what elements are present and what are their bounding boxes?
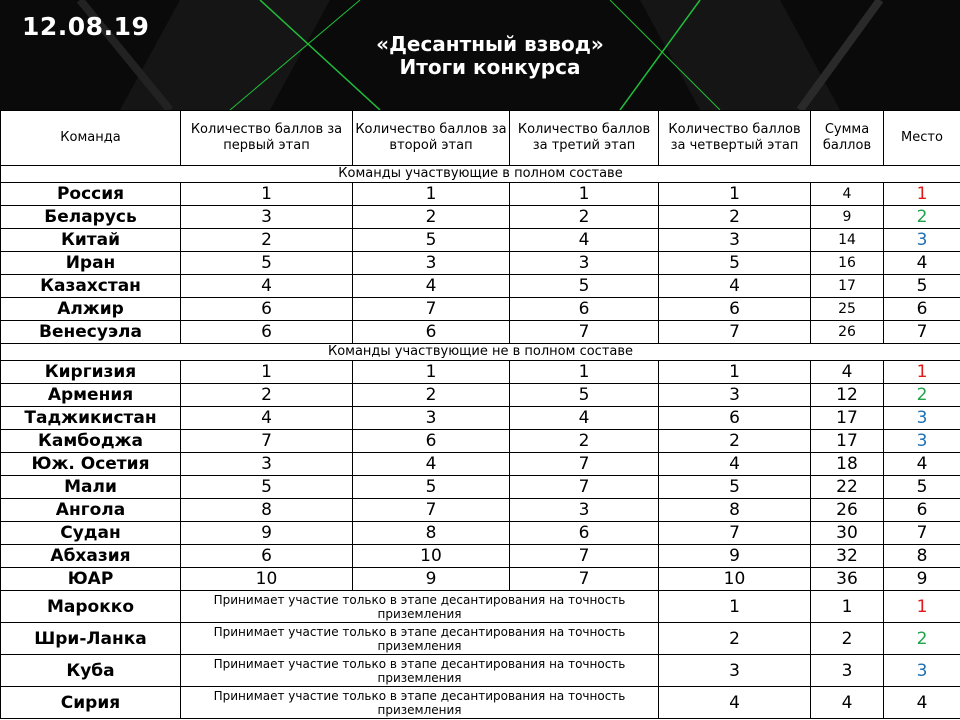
stage4-cell: 7 [659, 321, 811, 344]
team-cell: Марокко [1, 591, 181, 623]
table-row [1, 430, 960, 453]
place-cell: 3 [884, 655, 960, 687]
sum-cell: 17 [811, 275, 884, 298]
stage1-cell: 1 [181, 361, 353, 384]
stage3-cell: 7 [510, 321, 659, 344]
stage3-cell: 3 [510, 252, 659, 275]
place-cell: 8 [884, 545, 960, 568]
stage3-cell: 4 [510, 407, 659, 430]
team-cell: Россия [1, 183, 181, 206]
stage3-cell: 4 [510, 229, 659, 252]
stage4-cell: 3 [659, 384, 811, 407]
sum-cell: 17 [811, 430, 884, 453]
stage4-cell: 3 [659, 655, 811, 687]
header-banner [0, 0, 960, 110]
sum-cell: 32 [811, 545, 884, 568]
stage1-cell: 5 [181, 476, 353, 499]
col-header-stage2: Количество баллов за второй этап [353, 111, 510, 166]
section-row-partial [1, 344, 960, 361]
stage4-cell: 8 [659, 499, 811, 522]
table-row [1, 229, 960, 252]
team-cell: Армения [1, 384, 181, 407]
stage1-cell: 3 [181, 453, 353, 476]
stage1-cell: 4 [181, 407, 353, 430]
section-title-full: Команды участвующие в полном составе [1, 166, 960, 183]
stage2-cell: 1 [353, 183, 510, 206]
sum-cell: 2 [811, 623, 884, 655]
team-cell: Китай [1, 229, 181, 252]
stage1-cell: 6 [181, 298, 353, 321]
team-cell: Камбоджа [1, 430, 181, 453]
place-cell: 5 [884, 476, 960, 499]
team-cell: Иран [1, 252, 181, 275]
stage2-cell: 8 [353, 522, 510, 545]
place-cell: 4 [884, 687, 960, 719]
col-header-place: Место [884, 111, 960, 166]
stage3-cell: 2 [510, 430, 659, 453]
col-header-team: Команда [1, 111, 181, 166]
stage2-cell: 5 [353, 229, 510, 252]
place-cell: 1 [884, 361, 960, 384]
stage1-cell: 4 [181, 275, 353, 298]
stage4-cell: 2 [659, 623, 811, 655]
sum-cell: 3 [811, 655, 884, 687]
results-table-wrapper [0, 110, 960, 720]
stage4-cell: 5 [659, 252, 811, 275]
stage3-cell: 1 [510, 183, 659, 206]
place-cell: 3 [884, 229, 960, 252]
table-row [1, 568, 960, 591]
table-row [1, 361, 960, 384]
section-title-partial: Команды участвующие не в полном составе [1, 344, 960, 361]
table-row [1, 321, 960, 344]
sum-cell: 1 [811, 591, 884, 623]
sum-cell: 4 [811, 361, 884, 384]
stage3-cell: 7 [510, 453, 659, 476]
team-cell: Таджикистан [1, 407, 181, 430]
sum-cell: 36 [811, 568, 884, 591]
sum-cell: 16 [811, 252, 884, 275]
table-row [1, 298, 960, 321]
table-row [1, 545, 960, 568]
title-line-1: «Десантный взвод» [376, 32, 604, 56]
stage3-cell: 5 [510, 384, 659, 407]
sum-cell: 30 [811, 522, 884, 545]
sum-cell: 4 [811, 687, 884, 719]
team-cell: ЮАР [1, 568, 181, 591]
table-row [1, 252, 960, 275]
team-cell: Сирия [1, 687, 181, 719]
sum-cell: 18 [811, 453, 884, 476]
sum-cell: 4 [811, 183, 884, 206]
team-cell: Куба [1, 655, 181, 687]
stage1-cell: 6 [181, 545, 353, 568]
place-cell: 1 [884, 183, 960, 206]
stage2-cell: 2 [353, 384, 510, 407]
stage4-cell: 4 [659, 275, 811, 298]
stage4-cell: 9 [659, 545, 811, 568]
team-cell: Шри-Ланка [1, 623, 181, 655]
stage2-cell: 6 [353, 430, 510, 453]
stage3-cell: 5 [510, 275, 659, 298]
team-cell: Киргизия [1, 361, 181, 384]
sum-cell: 26 [811, 321, 884, 344]
place-cell: 2 [884, 206, 960, 229]
stage1-cell: 5 [181, 252, 353, 275]
stage1-cell: 8 [181, 499, 353, 522]
table-row [1, 499, 960, 522]
stage2-cell: 5 [353, 476, 510, 499]
header-row [1, 111, 960, 166]
stage2-cell: 2 [353, 206, 510, 229]
place-cell: 4 [884, 252, 960, 275]
sum-cell: 26 [811, 499, 884, 522]
stage1-cell: 2 [181, 384, 353, 407]
single-stage-note: Принимает участие только в этапе десантирования на точность приземления [181, 687, 659, 719]
single-stage-note: Принимает участие только в этапе десантирования на точность приземления [181, 623, 659, 655]
team-cell: Венесуэла [1, 321, 181, 344]
stage4-cell: 5 [659, 476, 811, 499]
place-cell: 7 [884, 321, 960, 344]
stage3-cell: 3 [510, 499, 659, 522]
sum-cell: 22 [811, 476, 884, 499]
stage1-cell: 10 [181, 568, 353, 591]
table-row [1, 407, 960, 430]
stage1-cell: 6 [181, 321, 353, 344]
sum-cell: 25 [811, 298, 884, 321]
sum-cell: 12 [811, 384, 884, 407]
place-cell: 6 [884, 298, 960, 321]
place-cell: 3 [884, 407, 960, 430]
sum-cell: 14 [811, 229, 884, 252]
team-cell: Абхазия [1, 545, 181, 568]
stage2-cell: 7 [353, 499, 510, 522]
col-header-sum: Сумма баллов [811, 111, 884, 166]
place-cell: 2 [884, 384, 960, 407]
title-line-2: Итоги конкурса [399, 55, 581, 79]
date-label: 12.08.19 [22, 12, 150, 41]
sum-cell: 9 [811, 206, 884, 229]
results-table [0, 110, 960, 719]
stage4-cell: 6 [659, 407, 811, 430]
stage1-cell: 3 [181, 206, 353, 229]
place-cell: 6 [884, 499, 960, 522]
place-cell: 5 [884, 275, 960, 298]
stage3-cell: 7 [510, 568, 659, 591]
stage2-cell: 4 [353, 453, 510, 476]
table-row [1, 453, 960, 476]
team-cell: Ангола [1, 499, 181, 522]
table-row [1, 522, 960, 545]
col-header-stage1: Количество баллов за первый этап [181, 111, 353, 166]
stage2-cell: 4 [353, 275, 510, 298]
stage3-cell: 6 [510, 522, 659, 545]
stage3-cell: 7 [510, 476, 659, 499]
table-row [1, 687, 960, 719]
team-cell: Беларусь [1, 206, 181, 229]
place-cell: 1 [884, 591, 960, 623]
sum-cell: 17 [811, 407, 884, 430]
stage4-cell: 7 [659, 522, 811, 545]
stage2-cell: 10 [353, 545, 510, 568]
stage3-cell: 6 [510, 298, 659, 321]
stage1-cell: 9 [181, 522, 353, 545]
stage4-cell: 4 [659, 453, 811, 476]
table-row [1, 206, 960, 229]
single-stage-note: Принимает участие только в этапе десантирования на точность приземления [181, 591, 659, 623]
stage4-cell: 2 [659, 206, 811, 229]
section-row-full [1, 166, 960, 183]
col-header-stage4: Количество баллов за четвертый этап [659, 111, 811, 166]
stage4-cell: 1 [659, 591, 811, 623]
stage4-cell: 1 [659, 361, 811, 384]
stage1-cell: 7 [181, 430, 353, 453]
stage2-cell: 9 [353, 568, 510, 591]
stage4-cell: 1 [659, 183, 811, 206]
table-row [1, 655, 960, 687]
col-header-stage3: Количество баллов за третий этап [510, 111, 659, 166]
stage2-cell: 7 [353, 298, 510, 321]
team-cell: Алжир [1, 298, 181, 321]
stage2-cell: 6 [353, 321, 510, 344]
place-cell: 4 [884, 453, 960, 476]
stage4-cell: 10 [659, 568, 811, 591]
table-row [1, 476, 960, 499]
team-cell: Казахстан [1, 275, 181, 298]
table-row [1, 384, 960, 407]
place-cell: 7 [884, 522, 960, 545]
table-row [1, 183, 960, 206]
stage2-cell: 3 [353, 407, 510, 430]
table-row [1, 623, 960, 655]
place-cell: 9 [884, 568, 960, 591]
table-row [1, 275, 960, 298]
place-cell: 2 [884, 623, 960, 655]
page-title [290, 33, 690, 79]
stage1-cell: 2 [181, 229, 353, 252]
stage2-cell: 3 [353, 252, 510, 275]
place-cell: 3 [884, 430, 960, 453]
stage3-cell: 7 [510, 545, 659, 568]
stage3-cell: 2 [510, 206, 659, 229]
stage4-cell: 3 [659, 229, 811, 252]
team-cell: Мали [1, 476, 181, 499]
stage4-cell: 2 [659, 430, 811, 453]
team-cell: Судан [1, 522, 181, 545]
stage4-cell: 6 [659, 298, 811, 321]
single-stage-note: Принимает участие только в этапе десантирования на точность приземления [181, 655, 659, 687]
team-cell: Юж. Осетия [1, 453, 181, 476]
stage2-cell: 1 [353, 361, 510, 384]
stage3-cell: 1 [510, 361, 659, 384]
table-row [1, 591, 960, 623]
stage1-cell: 1 [181, 183, 353, 206]
stage4-cell: 4 [659, 687, 811, 719]
